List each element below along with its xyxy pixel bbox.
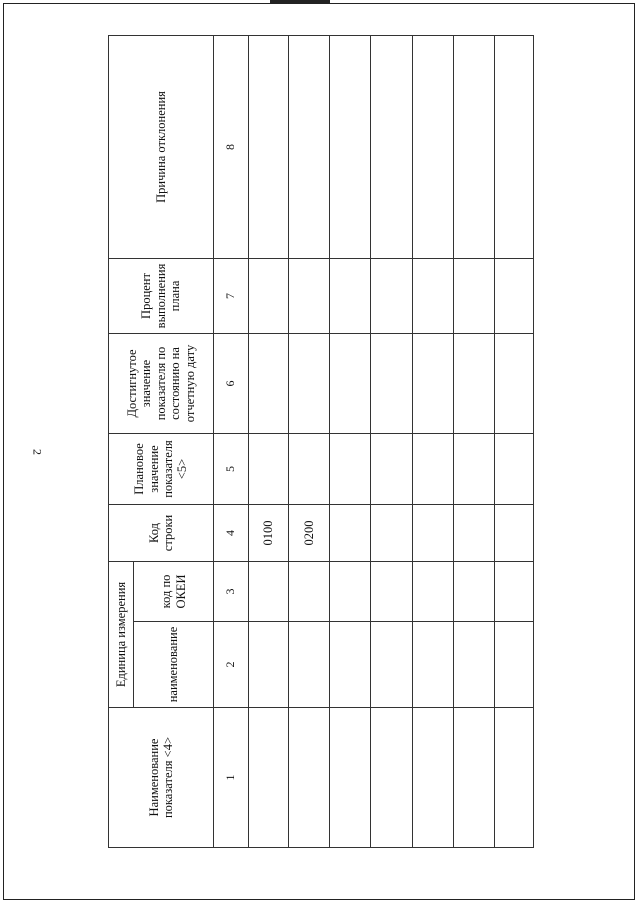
column-number: 1 bbox=[214, 708, 249, 848]
table-cell bbox=[413, 333, 454, 433]
table-cell bbox=[330, 708, 371, 848]
table-cell bbox=[413, 258, 454, 333]
column-number: 7 bbox=[214, 258, 249, 333]
header-reason: Причина отклонения bbox=[109, 35, 214, 258]
table-cell bbox=[495, 333, 534, 433]
table-cell bbox=[249, 35, 289, 258]
table-cell bbox=[330, 433, 371, 504]
header-unit-name: наименование bbox=[134, 622, 214, 708]
table-cell bbox=[330, 333, 371, 433]
table-cell bbox=[289, 622, 330, 708]
header-achieved-value: Достигнутое значение показателя по состоянию на отчетную дату bbox=[109, 333, 214, 433]
table-cell bbox=[371, 333, 413, 433]
header-row-code: Код строки bbox=[109, 504, 214, 561]
header-indicator-name: Наименование показателя <4> bbox=[109, 708, 214, 848]
table-cell bbox=[413, 708, 454, 848]
header-unit-okei: код по ОКЕИ bbox=[134, 561, 214, 621]
table-cell bbox=[495, 622, 534, 708]
row-code-cell: 0100 bbox=[249, 504, 289, 561]
table-cell bbox=[371, 622, 413, 708]
table-cell bbox=[413, 35, 454, 258]
table-cell bbox=[413, 622, 454, 708]
table-cell bbox=[289, 561, 330, 621]
table-cell bbox=[454, 708, 495, 848]
table-cell bbox=[249, 333, 289, 433]
table-cell bbox=[330, 561, 371, 621]
data-rows bbox=[249, 35, 534, 847]
table-cell bbox=[495, 35, 534, 258]
column-number: 3 bbox=[214, 561, 249, 621]
table-cell bbox=[249, 561, 289, 621]
table-cell bbox=[289, 258, 330, 333]
table-cell bbox=[371, 561, 413, 621]
column-number: 8 bbox=[214, 35, 249, 258]
table-cell bbox=[454, 433, 495, 504]
table-row bbox=[330, 35, 371, 847]
table-row bbox=[371, 35, 413, 847]
table-cell bbox=[495, 561, 534, 621]
table-cell bbox=[454, 35, 495, 258]
table-cell bbox=[371, 258, 413, 333]
table-row bbox=[249, 35, 289, 847]
table-cell bbox=[330, 258, 371, 333]
table-row bbox=[289, 35, 330, 847]
table-cell bbox=[454, 333, 495, 433]
table-row bbox=[413, 35, 454, 847]
table-cell bbox=[454, 622, 495, 708]
table-cell bbox=[371, 708, 413, 848]
row-code-cell bbox=[454, 504, 495, 561]
row-code-cell bbox=[413, 504, 454, 561]
table-cell bbox=[495, 433, 534, 504]
table-cell bbox=[330, 35, 371, 258]
table-cell bbox=[289, 433, 330, 504]
row-code-cell: 0200 bbox=[289, 504, 330, 561]
table-cell bbox=[371, 35, 413, 258]
table-cell bbox=[289, 708, 330, 848]
table-cell bbox=[249, 258, 289, 333]
table-cell bbox=[454, 258, 495, 333]
table-cell bbox=[249, 433, 289, 504]
table-cell bbox=[249, 708, 289, 848]
table-cell bbox=[413, 561, 454, 621]
table-cell bbox=[249, 622, 289, 708]
table-row bbox=[495, 35, 534, 847]
header-planned-value: Плановое значение показателя <5> bbox=[109, 433, 214, 504]
table-cell bbox=[495, 708, 534, 848]
table-cell bbox=[454, 561, 495, 621]
page-number: 2 bbox=[30, 449, 45, 455]
table-cell bbox=[289, 333, 330, 433]
table-cell bbox=[495, 258, 534, 333]
table-cell bbox=[413, 433, 454, 504]
table-cell bbox=[371, 433, 413, 504]
table-cell bbox=[289, 35, 330, 258]
header-unit: Единица измерения bbox=[109, 561, 134, 707]
column-number: 2 bbox=[214, 622, 249, 708]
table-row bbox=[454, 35, 495, 847]
column-number: 4 bbox=[214, 504, 249, 561]
row-code-cell bbox=[495, 504, 534, 561]
table-cell bbox=[330, 622, 371, 708]
scan-mark bbox=[270, 0, 330, 3]
header-percent: Процент выполнения плана bbox=[109, 258, 214, 333]
rotated-table-container bbox=[108, 36, 533, 848]
column-number: 5 bbox=[214, 433, 249, 504]
row-code-cell bbox=[371, 504, 413, 561]
column-number: 6 bbox=[214, 333, 249, 433]
row-code-cell bbox=[330, 504, 371, 561]
report-table bbox=[108, 35, 534, 848]
